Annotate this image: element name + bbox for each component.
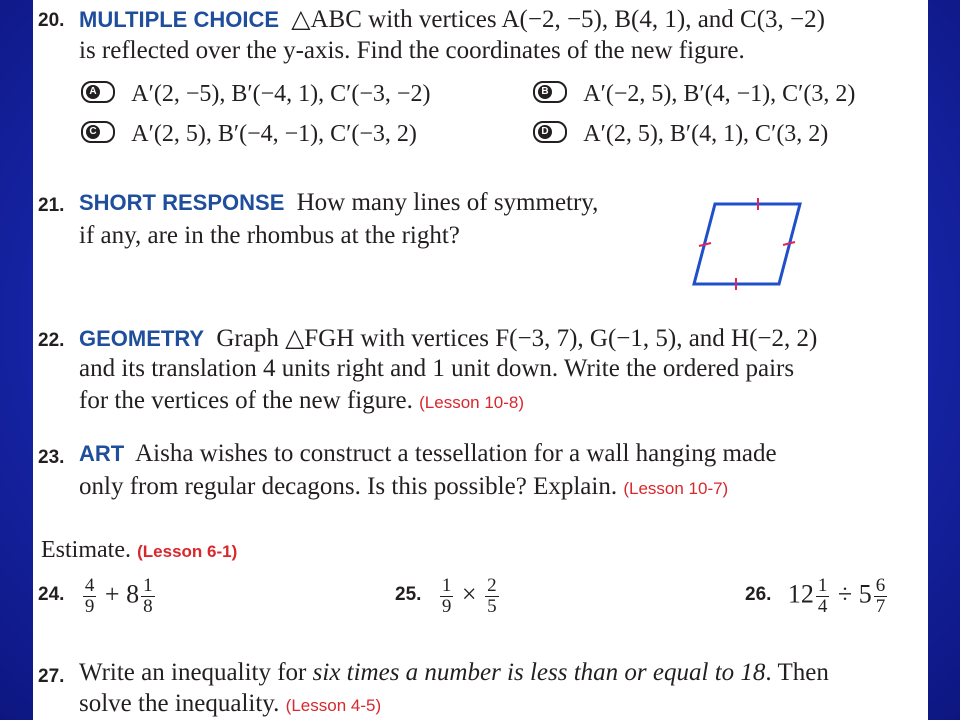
- problem-22-line3: for the vertices of the new figure. (Lesson 10-8): [79, 387, 525, 414]
- problem-number: 20.: [38, 10, 65, 31]
- problem-heading: ART: [79, 441, 125, 466]
- problem-text: Aisha wishes to construct a tessellation for a wall hanging made: [135, 440, 777, 467]
- whole-number: 5: [858, 579, 872, 609]
- lesson-reference[interactable]: (Lesson 10-8): [419, 393, 525, 412]
- whole-number: 8: [126, 579, 140, 609]
- choice-d-badge: D: [533, 121, 567, 143]
- lesson-reference[interactable]: (Lesson 4-5): [285, 696, 382, 715]
- problem-24: [38, 576, 157, 617]
- problem-heading: GEOMETRY: [79, 326, 205, 351]
- choice-b-badge: B: [533, 81, 567, 103]
- whole-number: 12: [787, 579, 814, 609]
- choice-c[interactable]: [81, 120, 417, 148]
- problem-20-line1: [79, 4, 825, 34]
- problem-number: 23.: [38, 447, 65, 468]
- operator: ÷: [837, 579, 853, 609]
- problem-number: 22.: [38, 330, 65, 351]
- problem-text: How many lines of symmetry,: [296, 189, 599, 216]
- problem-heading: MULTIPLE CHOICE: [79, 7, 280, 32]
- worksheet-page: [33, 0, 928, 720]
- problem-21-line2: if any, are in the rhombus at the right?: [79, 222, 460, 249]
- lesson-reference[interactable]: (Lesson 6-1): [137, 542, 238, 561]
- problem-27-line2: solve the inequality. (Lesson 4-5): [79, 690, 382, 717]
- problem-23-line2: only from regular decagons. Is this possible? Explain. (Lesson 10-7): [79, 473, 729, 500]
- fraction: $\frac{2}{5}$: [487, 575, 497, 617]
- choice-b[interactable]: [533, 80, 855, 108]
- problem-22-line2: and its translation 4 units right and 1 unit down. Write the ordered pairs: [79, 355, 795, 382]
- problem-21-line1: [79, 189, 598, 217]
- problem-20-line2: is reflected over the y-axis. Find the coordinates of the new figure.: [79, 37, 745, 64]
- choice-d[interactable]: [533, 120, 828, 148]
- problem-27-line1: Write an inequality for six times a number is less than or equal to 18. Then: [79, 659, 829, 686]
- problem-22-line1: [79, 323, 817, 353]
- choice-b-text: A′(−2, 5), B′(4, −1), C′(3, 2): [583, 81, 856, 107]
- choice-d-text: A′(2, 5), B′(4, 1), C′(3, 2): [583, 121, 829, 147]
- problem-26: [745, 576, 889, 617]
- problem-number: 27.: [38, 666, 65, 687]
- choice-c-badge: C: [81, 121, 115, 143]
- problem-text: Graph △FGH with vertices F(−3, 7), G(−1, 5), and H(−2, 2): [216, 325, 818, 352]
- problem-heading: SHORT RESPONSE: [79, 190, 285, 215]
- lesson-reference[interactable]: (Lesson 10-7): [623, 479, 729, 498]
- fraction: $\frac{1}{4}$: [817, 575, 828, 617]
- italic-phrase: six times a number is less than or equal to 18: [312, 659, 766, 686]
- fraction: $\frac{1}{9}$: [441, 575, 452, 617]
- problem-23-line1: [79, 440, 777, 468]
- problem-text: △ABC with vertices A(−2, −5), B(4, 1), and C(3, −2): [291, 6, 825, 33]
- problem-number: 24.: [38, 584, 65, 606]
- choice-a-text: A′(2, −5), B′(−4, 1), C′(−3, −2): [131, 81, 431, 107]
- fraction: $\frac{4}{9}$: [84, 575, 95, 617]
- fraction: $\frac{1}{8}$: [143, 575, 153, 617]
- problem-number: 25.: [395, 584, 422, 606]
- problem-number: 21.: [38, 195, 65, 216]
- choice-c-text: A′(2, 5), B′(−4, −1), C′(−3, 2): [131, 121, 417, 147]
- problem-25: [395, 576, 501, 617]
- fraction: $\frac{6}{7}$: [875, 575, 886, 617]
- estimate-heading: [41, 537, 237, 564]
- rhombus-figure: [688, 198, 808, 290]
- choice-a-badge: A: [81, 81, 115, 103]
- estimate-label: Estimate.: [41, 537, 131, 563]
- choice-a[interactable]: [81, 80, 430, 108]
- problem-number: 26.: [745, 584, 772, 606]
- operator: +: [104, 579, 120, 609]
- operator: ×: [461, 579, 477, 609]
